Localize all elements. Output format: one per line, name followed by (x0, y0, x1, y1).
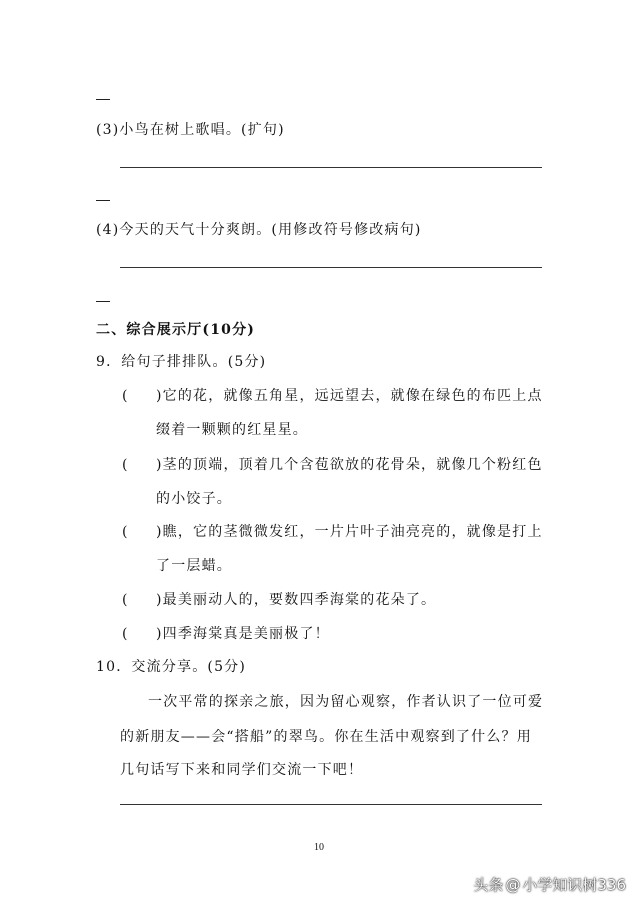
sentence-line: )最美丽动人的，要数四季海棠的花朵了。 (156, 592, 437, 608)
question-10-title: 10．交流分享。(5分) (96, 659, 247, 675)
sentence-line: 了一层蜡。 (156, 558, 232, 574)
item-4-prompt: (4)今天的天气十分爽朗。(用修改符号修改病句) (96, 222, 422, 238)
watermark (473, 874, 626, 895)
answer-line[interactable] (120, 804, 542, 805)
watermark-at: @ (505, 875, 521, 894)
answer-line[interactable] (120, 267, 542, 268)
answer-line-tail (96, 99, 110, 100)
sentence-line: 缀着一颗颗的红星星。 (156, 422, 308, 438)
order-blank-open[interactable]: ( (122, 592, 128, 608)
sentence-line: )瞧，它的茎微微发红，一片片叶子油亮亮的，就像是打上 (156, 524, 543, 540)
sentence-line: )茎的顶端，顶着几个含苞欲放的花骨朵，就像几个粉红色 (156, 457, 543, 473)
order-blank-open[interactable]: ( (122, 524, 128, 540)
order-blank-open[interactable]: ( (122, 388, 128, 404)
watermark-prefix: 头条 (473, 876, 504, 894)
answer-line-tail (96, 301, 110, 302)
section-heading: 二、综合展示厅(10分) (96, 322, 256, 338)
watermark-account: 小学知识树336 (522, 876, 626, 894)
sentence-line: )它的花，就像五角星，远远望去，就像在绿色的布匹上点 (156, 388, 543, 404)
question-9-title: 9．给句子排排队。(5分) (96, 354, 267, 370)
paragraph-line: 几句话写下来和同学们交流一下吧！ (120, 762, 364, 778)
paragraph-line: 一次平常的探亲之旅，因为留心观察，作者认识了一位可爱 (148, 694, 544, 710)
order-blank-open[interactable]: ( (122, 626, 128, 642)
page-number: 10 (314, 842, 324, 853)
order-blank-open[interactable]: ( (122, 457, 128, 473)
answer-line-tail (96, 200, 110, 201)
item-3-prompt: (3)小鸟在树上歌唱。(扩句) (96, 122, 285, 138)
sentence-line: 的小饺子。 (156, 491, 232, 507)
paragraph-line: 的新朋友——会“搭船”的翠鸟。你在生活中观察到了什么？用 (120, 729, 532, 745)
answer-line[interactable] (120, 167, 542, 168)
sentence-line: )四季海棠真是美丽极了！ (156, 626, 330, 642)
